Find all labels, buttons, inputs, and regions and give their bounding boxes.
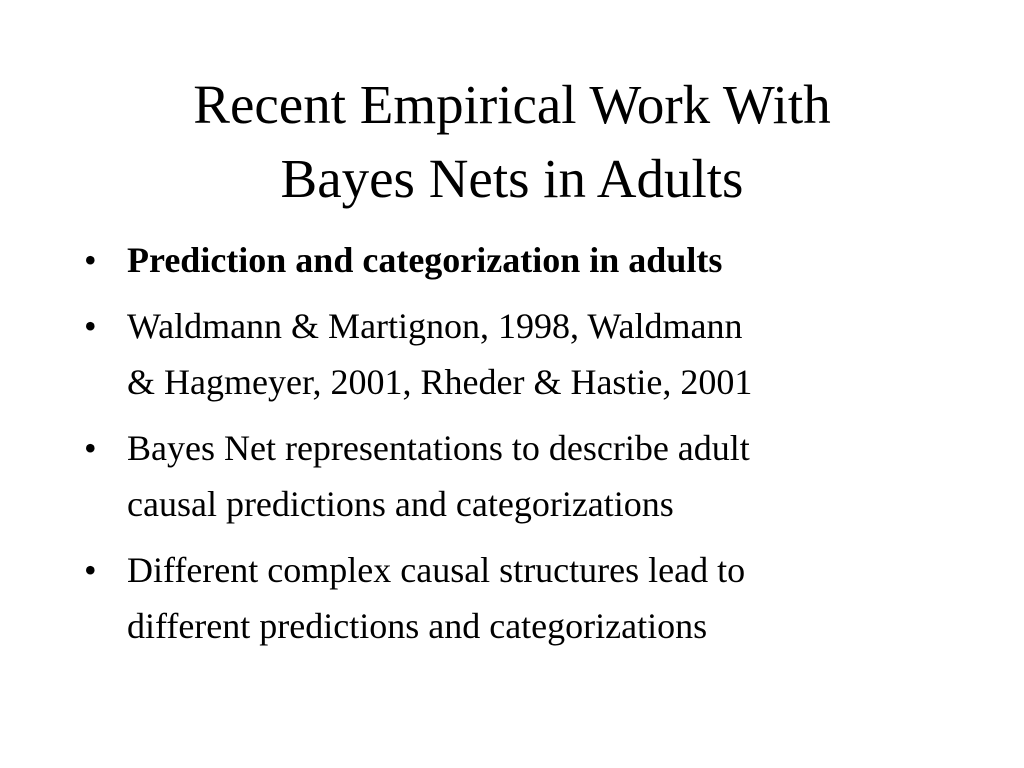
bullet-line: & Hagmeyer, 2001, Rheder & Hastie, 2001 [127,362,753,402]
slide-title-line-2: Bayes Nets in Adults [280,148,744,209]
bullet-line: Bayes Net representations to describe adult [127,428,750,468]
bullet-line: causal predictions and categorizations [127,484,674,524]
bullet-text [127,542,944,654]
bullet-text [127,298,944,410]
bullet-point-icon: • [84,240,97,280]
bullet-point-icon: • [84,550,97,590]
bullet-line: different predictions and categorizations [127,606,708,646]
bullet-point-icon: • [84,428,97,468]
slide-title [80,68,944,216]
slide-title-line-1: Recent Empirical Work With [193,74,831,135]
bullet-line: Waldmann & Martignon, 1998, Waldmann [127,306,743,346]
bullet-text [127,420,944,532]
bullet-list [84,232,944,664]
bullet-line: Different complex causal structures lead to [127,550,746,590]
bullet-item-3 [84,420,944,532]
bullet-item-2 [84,298,944,410]
bullet-line: Prediction and categorization in adults [127,240,723,280]
bullet-item-4 [84,542,944,654]
bullet-point-icon: • [84,306,97,346]
bullet-text [127,232,944,288]
bullet-item-1 [84,232,944,288]
